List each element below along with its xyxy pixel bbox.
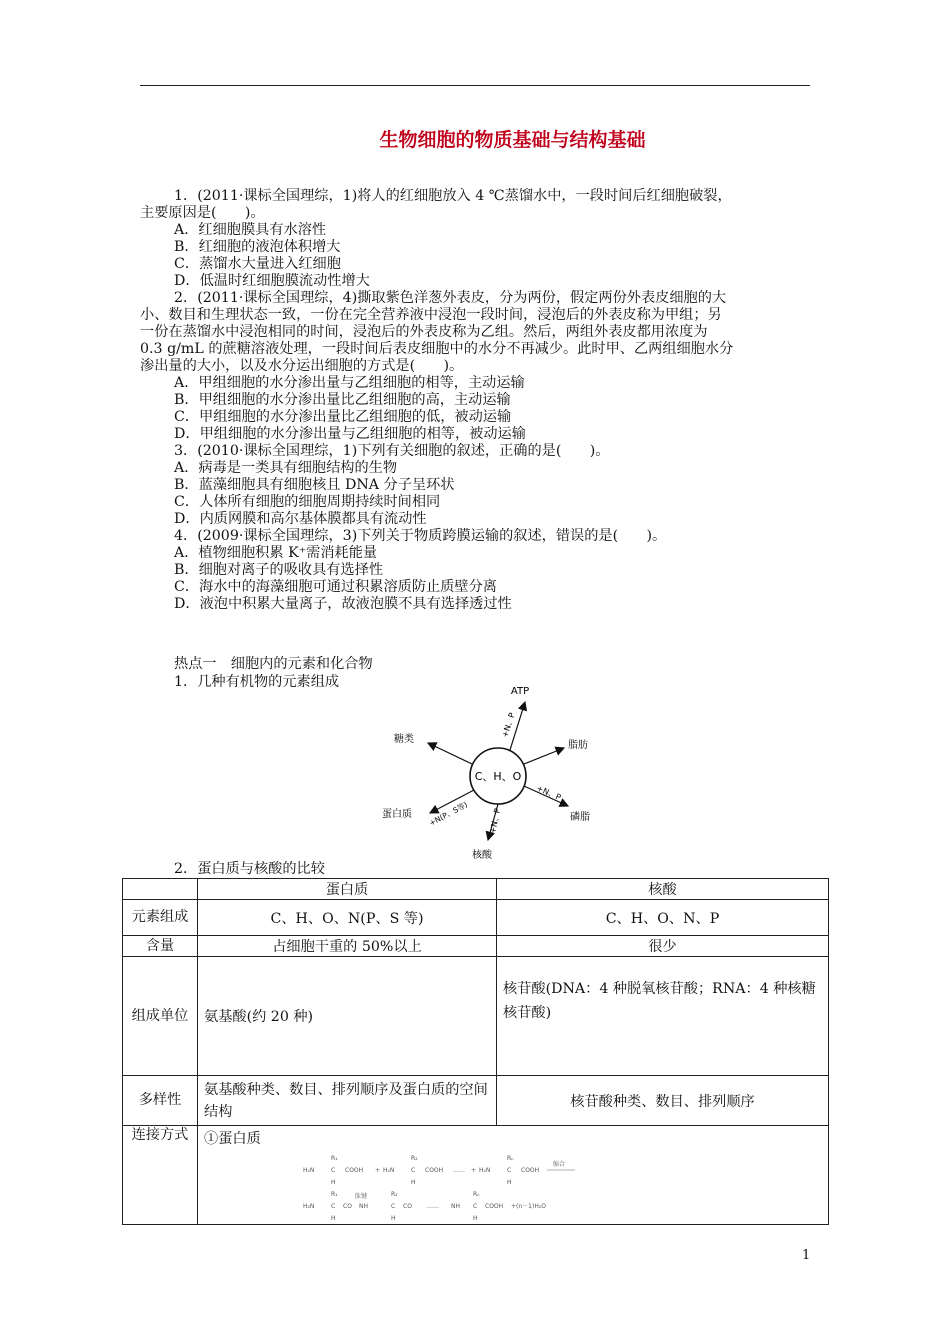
formula-h-3: H: [507, 1179, 512, 1186]
condensation-formula: [303, 1152, 723, 1222]
cell-protein-diversity: 氨基酸种类、数目、排列顺序及蛋白质的空间结构: [198, 1076, 497, 1126]
q1-stem-line2: 主要原因是( )。: [140, 205, 265, 221]
q2-stem-line5: 渗出量的大小，以及水分运出细胞的方式是( )。: [140, 358, 464, 374]
table-row: [123, 900, 829, 936]
edge-label-nucleic: +N、P: [488, 807, 503, 835]
cell-protein-units: 氨基酸(约 20 种): [198, 957, 497, 1076]
q2-option-d: D．甲组细胞的水分渗出量与乙组细胞的相等，被动运输: [174, 426, 526, 442]
formula-h-6: H: [473, 1215, 478, 1222]
label-atp: ATP: [510, 686, 530, 697]
q4-option-c: C．海水中的海藻细胞可通过积累溶质防止质壁分离: [174, 579, 497, 595]
formula-h-2: H: [411, 1179, 416, 1186]
label-phospholipid: 磷脂: [570, 812, 590, 823]
edge-label-atp: +N、P: [500, 711, 517, 739]
formula-h2n-4: H₂N: [303, 1203, 315, 1210]
formula-r2: R₂: [411, 1155, 418, 1162]
formula-c-1: C: [331, 1167, 336, 1174]
table-row: [123, 1126, 829, 1225]
q1-option-b: B．红细胞的液泡体积增大: [174, 239, 341, 255]
q4-option-b: B．细胞对离子的吸收具有选择性: [174, 562, 384, 578]
cell-protein-elements: C、H、O、N(P、S 等): [198, 900, 497, 936]
formula-arrow-label: 缩合: [553, 1161, 566, 1168]
formula-dots-2: ……: [427, 1203, 439, 1210]
formula-c-5: C: [391, 1203, 396, 1210]
formula-cooh-4: COOH: [485, 1203, 504, 1210]
formula-cooh-3: COOH: [521, 1167, 540, 1174]
element-composition-diagram: [360, 680, 620, 865]
q1-option-c: C．蒸馏水大量进入红细胞: [174, 256, 341, 272]
formula-nh-1: NH: [359, 1203, 368, 1210]
formula-nh-2: NH: [451, 1203, 460, 1210]
formula-h2n-3: H₂N: [479, 1167, 491, 1174]
cell-nucleic-content: 很少: [497, 936, 829, 957]
label-sugar: 糖类: [394, 734, 414, 745]
formula-water: +(n－1)H₂O: [511, 1203, 546, 1210]
formula-r1-b: R₁: [331, 1191, 338, 1198]
center-label: C、H、O: [474, 770, 522, 783]
formula-h2n-2: H₂N: [383, 1167, 395, 1174]
q2-stem-line3: 一份在蒸馏水中浸泡相同的时间，浸泡后的外表皮称为乙组。然后，两组外表皮都用浓度为: [140, 324, 708, 340]
label-nucleic: 核酸: [472, 850, 492, 861]
edge-label-phospholipid: +N、P: [535, 783, 563, 803]
row-label-content: 含量: [123, 936, 198, 957]
q2-option-a: A．甲组细胞的水分渗出量与乙组细胞的相等，主动运输: [174, 375, 525, 391]
q3-option-a: A．病毒是一类具有细胞结构的生物: [174, 460, 398, 476]
table-row: [123, 936, 829, 957]
formula-rn-b: Rₙ: [473, 1191, 480, 1198]
label-fat: 脂肪: [568, 740, 588, 751]
formula-h2n-1: H₂N: [303, 1167, 315, 1174]
cell-linkage: [198, 1126, 829, 1225]
arrow-fat: [524, 748, 564, 764]
formula-cooh-1: COOH: [345, 1167, 364, 1174]
formula-c-2: C: [411, 1167, 416, 1174]
formula-h-4: H: [331, 1215, 336, 1222]
arrow-sugar: [428, 743, 472, 764]
q2-stem-line2: 小、数目和生理状态一致，一份在完全营养液中浸泡一段时间，浸泡后的外表皮称为甲组；另: [140, 307, 722, 323]
row-label-linkage: 连接方式: [123, 1126, 198, 1225]
section-heading: 热点一 细胞内的元素和化合物: [174, 656, 373, 672]
formula-h-1: H: [331, 1179, 336, 1186]
formula-r2-b: R₂: [391, 1191, 398, 1198]
q1-option-d: D．低温时红细胞膜流动性增大: [174, 273, 370, 289]
formula-c-6: C: [473, 1203, 478, 1210]
q3-option-b: B．蓝藻细胞具有细胞核且 DNA 分子呈环状: [174, 477, 455, 493]
q2-option-b: B．甲组细胞的水分渗出量比乙组细胞的高，主动运输: [174, 392, 511, 408]
linkage-protein-label: ①蛋白质: [204, 1131, 261, 1147]
q4-stem: 4．(2009·课标全国理综，3)下列关于物质跨膜运输的叙述，错误的是( )。: [174, 528, 667, 544]
header-nucleic: 核酸: [497, 879, 829, 900]
formula-r1: R₁: [331, 1155, 338, 1162]
formula-h-5: H: [391, 1215, 396, 1222]
q4-option-a: A．植物细胞积累 K⁺需消耗能量: [174, 545, 378, 561]
edge-label-protein: +N(P、S等): [427, 800, 470, 828]
formula-plus-2: +: [471, 1167, 477, 1174]
q2-stem-line4: 0.3 g/mL 的蔗糖溶液处理，一段时间后表皮细胞中的水分不再减少。此时甲、乙两组细胞水分: [140, 341, 734, 357]
cell-nucleic-elements: C、H、O、N、P: [497, 900, 829, 936]
header-empty-cell: [123, 879, 198, 900]
header-rule: [140, 85, 810, 86]
q1-stem-line1: 1．(2011·课标全国理综，1)将人的红细胞放入 4 ℃蒸馏水中，一段时间后红细胞破裂，: [174, 188, 732, 204]
q3-option-c: C．人体所有细胞的细胞周期持续时间相同: [174, 494, 441, 510]
cell-nucleic-units: 核苷酸(DNA：4 种脱氧核苷酸；RNA：4 种核糖核苷酸): [497, 957, 829, 1076]
cell-nucleic-diversity: 核苷酸种类、数目、排列顺序: [497, 1076, 829, 1126]
section-sub2: 2．蛋白质与核酸的比较: [174, 861, 325, 877]
table-row: [123, 957, 829, 1076]
q2-option-c: C．甲组细胞的水分渗出量比乙组细胞的低，被动运输: [174, 409, 512, 425]
page-number: 1: [802, 1248, 811, 1263]
formula-dots-1: ……: [453, 1167, 465, 1174]
formula-peptide-label: 肽键: [355, 1193, 368, 1200]
row-label-diversity: 多样性: [123, 1076, 198, 1126]
comparison-table: [122, 878, 829, 1225]
q3-stem: 3．(2010·课标全国理综，1)下列有关细胞的叙述，正确的是( )。: [174, 443, 610, 459]
formula-co-1: CO: [343, 1203, 352, 1210]
formula-c-3: C: [507, 1167, 512, 1174]
formula-cooh-2: COOH: [425, 1167, 444, 1174]
row-label-elements: 元素组成: [123, 900, 198, 936]
row-label-units: 组成单位: [123, 957, 198, 1076]
cell-protein-content: 占细胞干重的 50%以上: [198, 936, 497, 957]
formula-c-4: C: [331, 1203, 336, 1210]
formula-rn: Rₙ: [507, 1155, 514, 1162]
formula-plus-1: +: [375, 1167, 381, 1174]
q2-stem-line1: 2．(2011·课标全国理综，4)撕取紫色洋葱外表皮，分为两份，假定两份外表皮细胞的大: [174, 290, 727, 306]
page-title: 生物细胞的物质基础与结构基础: [379, 129, 646, 151]
header-protein: 蛋白质: [198, 879, 497, 900]
table-header-row: [123, 879, 829, 900]
q3-option-d: D．内质网膜和高尔基体膜都具有流动性: [174, 511, 427, 527]
q1-option-a: A．红细胞膜具有水溶性: [174, 222, 327, 238]
q4-option-d: D．液泡中积累大量离子，故液泡膜不具有选择透过性: [174, 596, 512, 612]
section-sub1: 1．几种有机物的元素组成: [174, 674, 340, 690]
table-row: [123, 1076, 829, 1126]
label-protein: 蛋白质: [382, 809, 412, 820]
formula-co-2: CO: [403, 1203, 412, 1210]
